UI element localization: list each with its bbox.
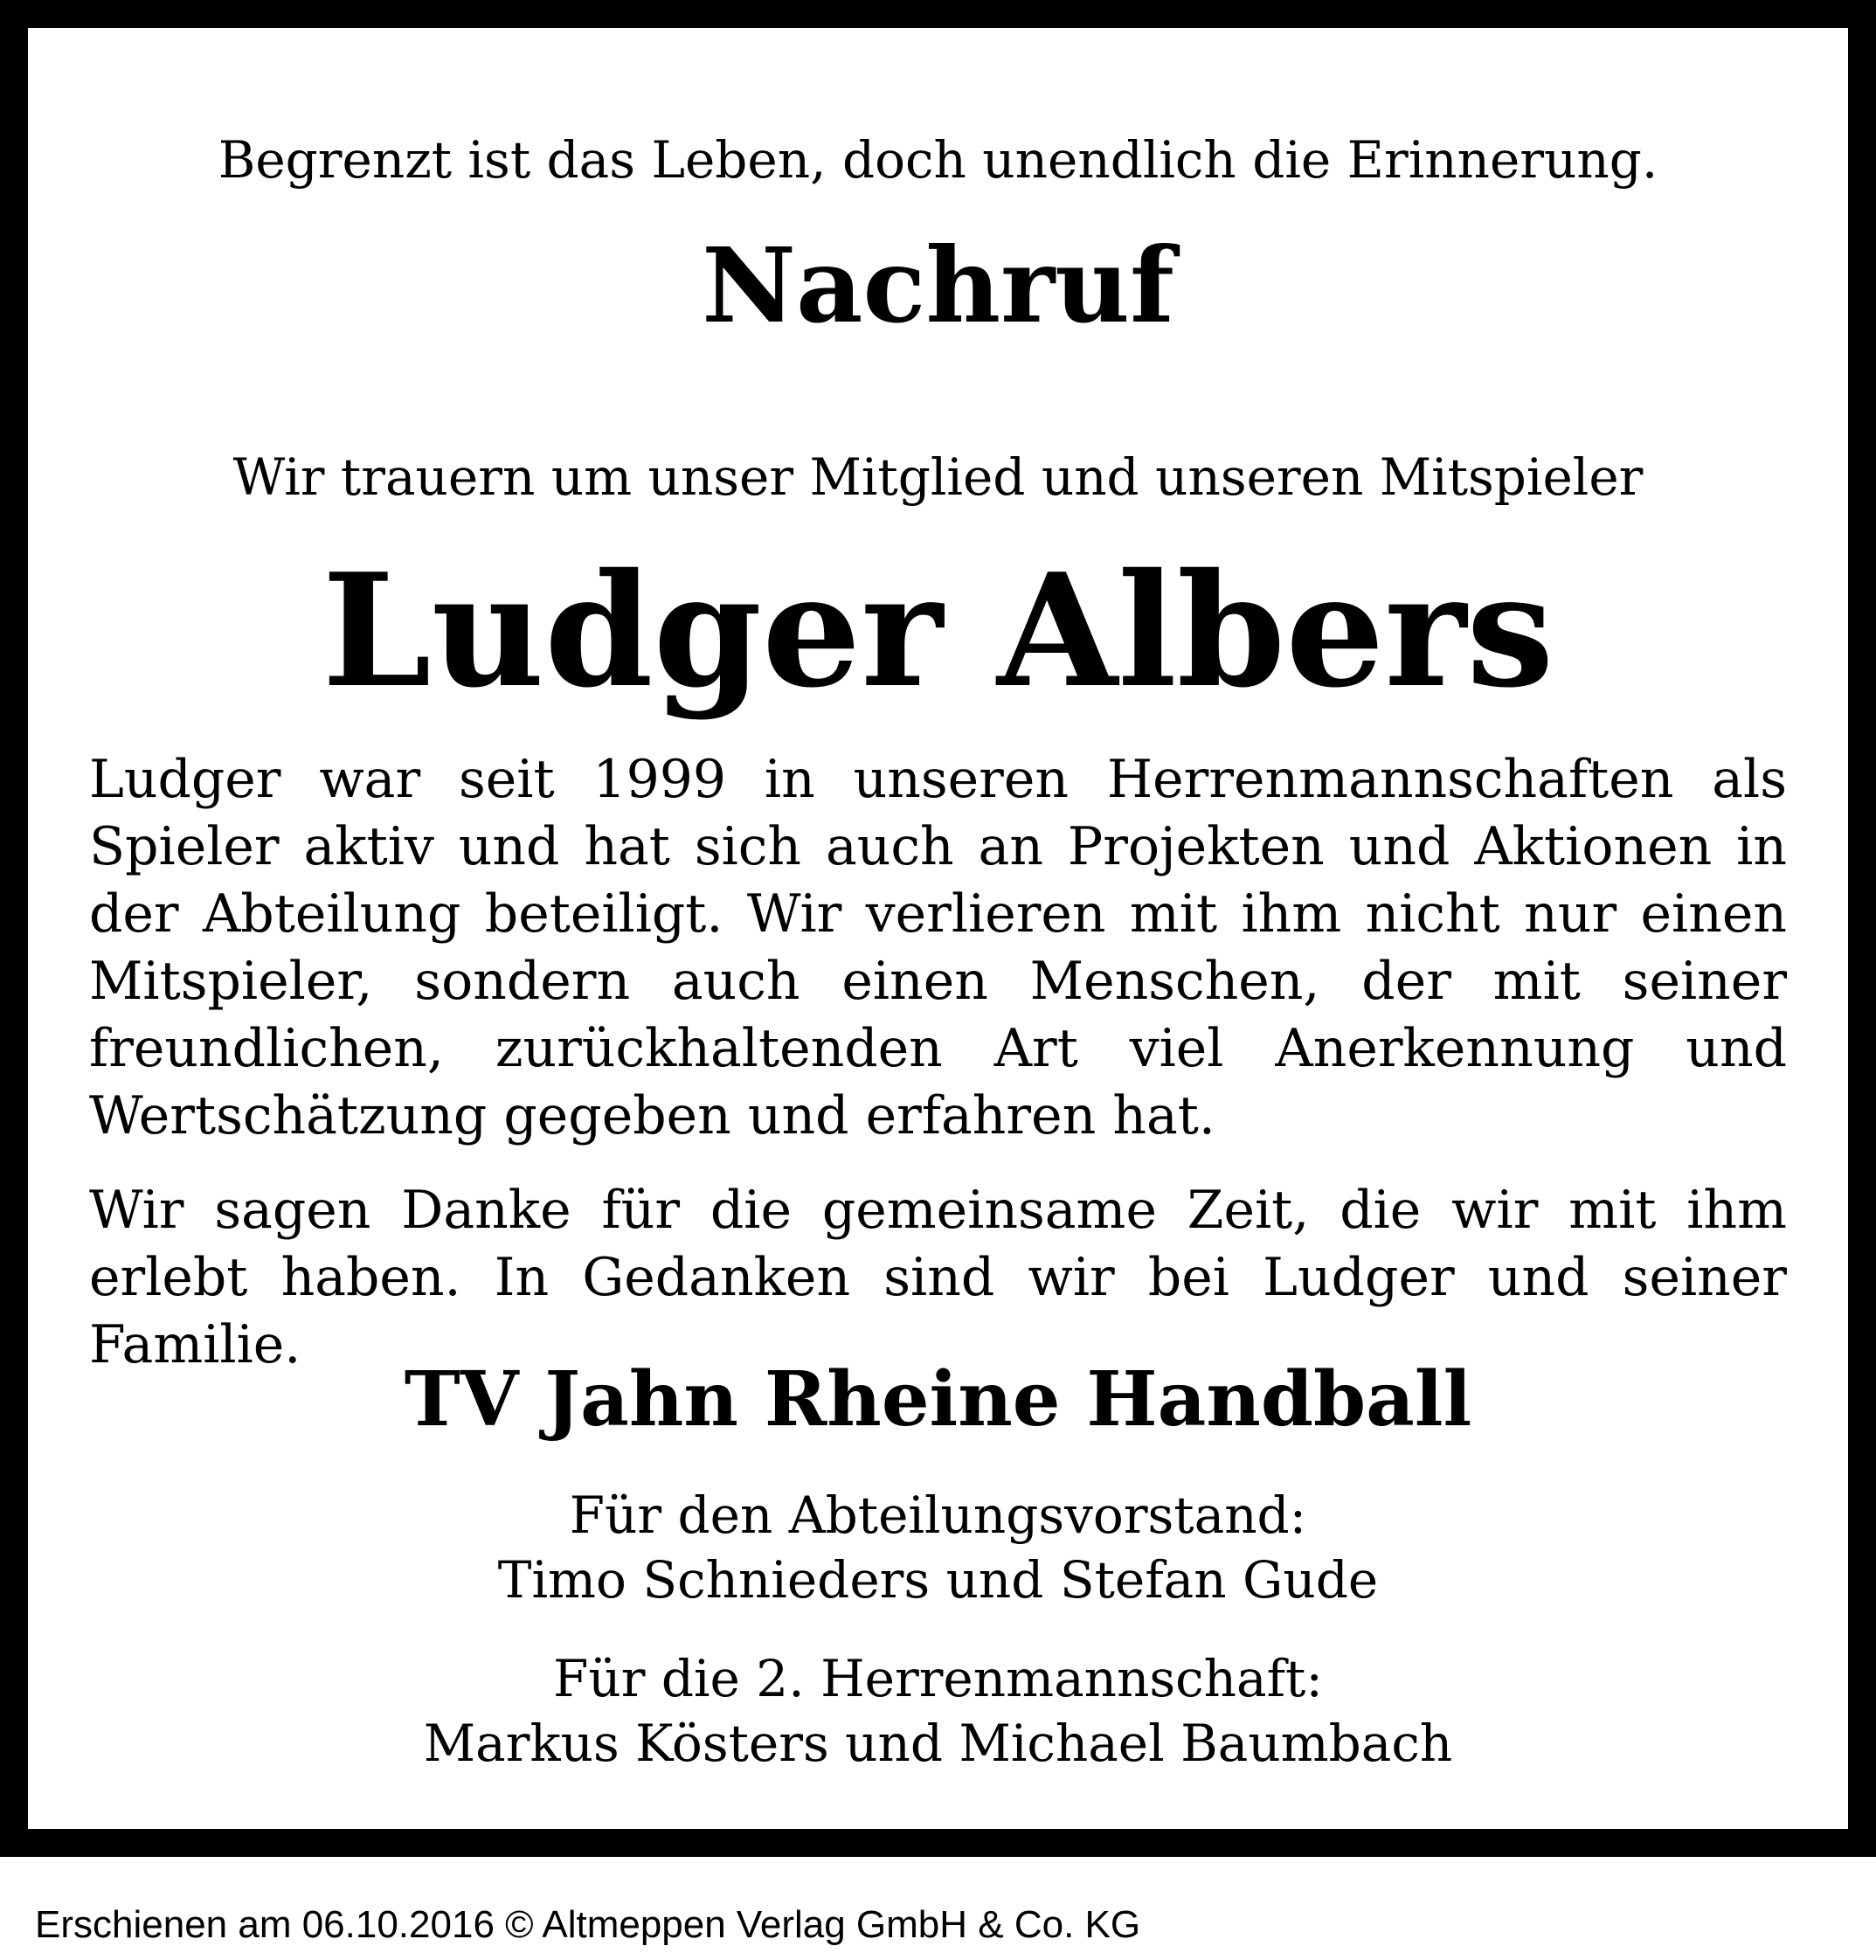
notice-heading: Nachruf <box>702 225 1174 346</box>
club-name: TV Jahn Rheine Handball <box>404 1355 1472 1444</box>
intro-line: Wir trauern um unser Mitglied und unseren Mitspieler <box>232 447 1644 507</box>
tribute-paragraph: Ludger war seit 1999 in unseren Herrenmannschaften als Spieler aktiv und hat sich auch an Projekten und Aktionen in der Abteilung beteiligt. Wir verlieren mit ihm nicht nur einen Mitspieler, sondern auch einen Menschen, der mit seiner freundlichen, zurückhaltenden Art viel Anerkennung und Wertschätzung gegeben und erfahren hat. <box>89 749 1787 1146</box>
publication-footer: Erschienen am 06.10.2016 © Altmeppen Verlag GmbH & Co. KG <box>35 1903 1141 1946</box>
motto: Begrenzt ist das Leben, doch unendlich die Erinnerung. <box>218 130 1658 190</box>
signer-names: Timo Schnieders und Stefan Gude <box>497 1550 1379 1610</box>
signer-names: Markus Kösters und Michael Baumbach <box>423 1714 1453 1773</box>
deceased-name: Ludger Albers <box>322 539 1554 722</box>
signer-role: Für die 2. Herrenmannschaft: <box>553 1649 1323 1708</box>
thanks-paragraph: Wir sagen Danke für die gemeinsame Zeit, die wir mit ihm erlebt haben. In Gedanken sind wir bei Ludger und seiner Familie. <box>89 1180 1787 1375</box>
signer-role: Für den Abteilungsvorstand: <box>569 1486 1307 1545</box>
